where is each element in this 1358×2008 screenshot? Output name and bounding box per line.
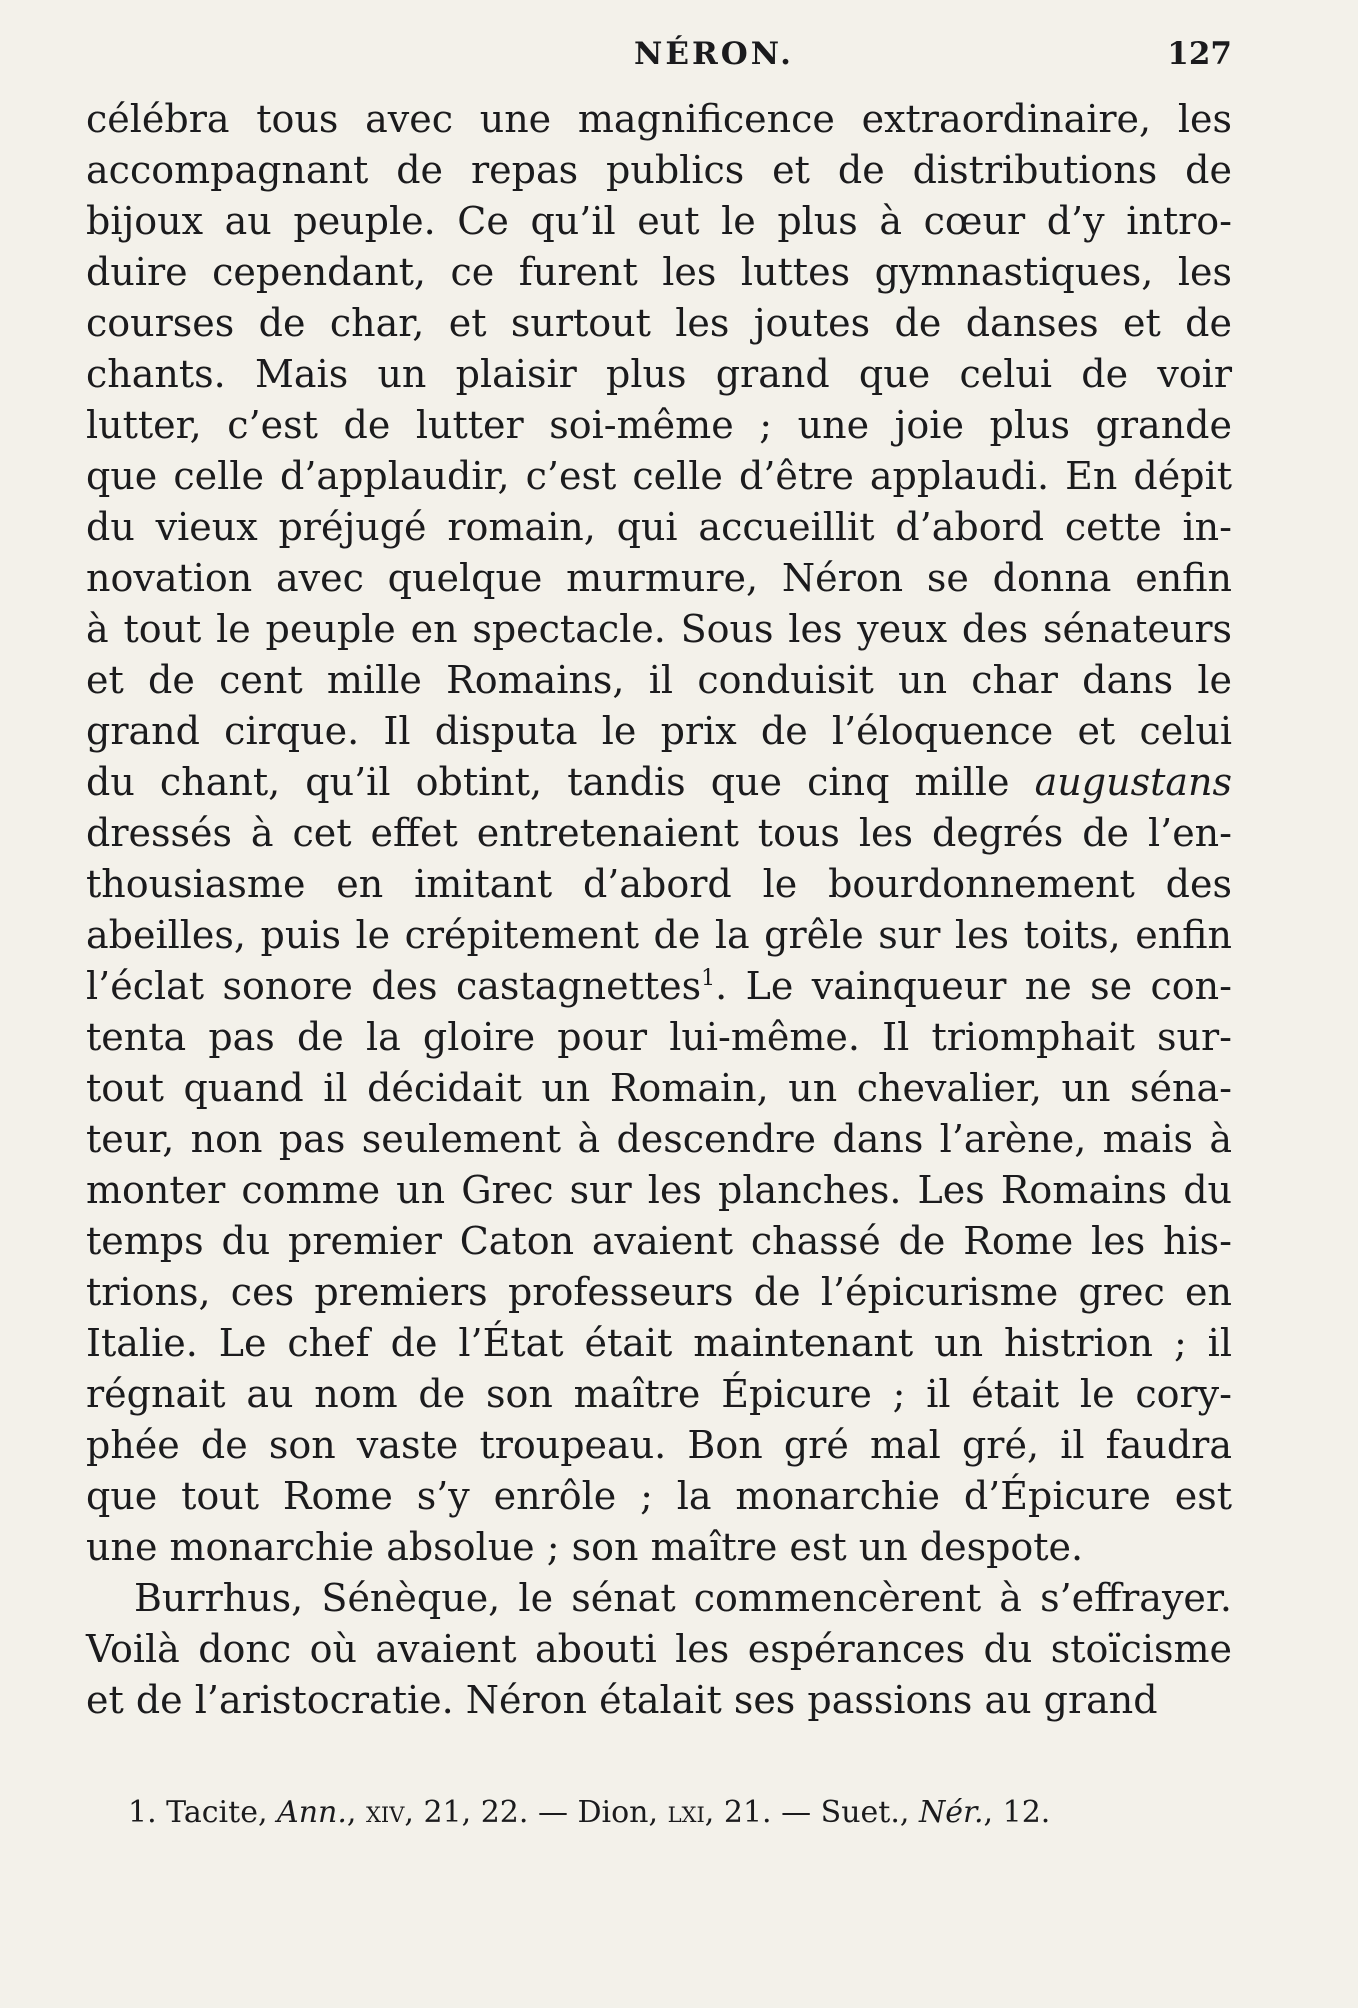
text-line: et de l’aristocratie. Néron étalait ses passions au grand: [86, 1678, 1158, 1722]
text-line: abeilles, puis le crépitement de la grêle sur les toits, enfin: [86, 913, 1232, 957]
text-line: lutter, c’est de lutter soi-même ; une joie plus grande: [86, 403, 1232, 447]
text-span: l’éclat sonore des castagnettes: [86, 964, 702, 1008]
footnote-text: ,: [346, 1795, 366, 1830]
footnote-text: , 21. — Suet.,: [704, 1795, 919, 1830]
text-line: célébra tous avec une magnificence extraordinaire, les: [86, 97, 1232, 141]
footnote-italic: Ann.: [277, 1795, 347, 1830]
footnote-marker: 1: [701, 966, 716, 991]
footnote-small-caps: lxi: [667, 1795, 705, 1830]
text-line: accompagnant de repas publics et de distributions de: [86, 148, 1232, 192]
text-line: grand cirque. Il disputa le prix de l’éloquence et celui: [86, 709, 1232, 753]
text-line: et de cent mille Romains, il conduisit un char dans le: [86, 658, 1232, 702]
text-span: . Le vainqueur ne se con-: [715, 964, 1232, 1008]
text-line: bijoux au peuple. Ce qu’il eut le plus à cœur d’y intro-: [86, 199, 1232, 243]
text-line: tout quand il décidait un Romain, un chevalier, un séna-: [86, 1066, 1232, 1110]
text-line: monter comme un Grec sur les planches. Les Romains du: [86, 1168, 1232, 1212]
text-line: que tout Rome s’y enrôle ; la monarchie d’Épicure est: [86, 1474, 1232, 1518]
running-title: NÉRON.: [634, 36, 794, 72]
text-line: tenta pas de la gloire pour lui-même. Il triomphait sur-: [86, 1015, 1232, 1059]
text-line: dressés à cet effet entretenaient tous les degrés de l’en-: [86, 811, 1232, 855]
text-line: novation avec quelque murmure, Néron se donna enfin: [86, 556, 1232, 600]
text-line: courses de char, et surtout les joutes de danses et de: [86, 301, 1232, 345]
footnote-number: 1.: [128, 1795, 157, 1830]
text-line: une monarchie absolue ; son maître est un despote.: [86, 1525, 1084, 1569]
text-line: duire cependant, ce furent les luttes gymnastiques, les: [86, 250, 1232, 294]
text-line: temps du premier Caton avaient chassé de Rome les his-: [86, 1219, 1232, 1263]
text-line: régnait au nom de son maître Épicure ; il était le cory-: [86, 1372, 1232, 1416]
page-number: 127: [1167, 36, 1232, 72]
text-line: chants. Mais un plaisir plus grand que celui de voir: [86, 352, 1232, 396]
footnote-small-caps: xiv: [365, 1795, 405, 1830]
text-line: [86, 757, 1232, 808]
footnote-text: Tacite,: [166, 1795, 278, 1830]
text-line: [86, 961, 1232, 1012]
text-line: teur, non pas seulement à descendre dans l’arène, mais à: [86, 1117, 1232, 1161]
body-text: [86, 94, 1232, 1726]
text-line: à tout le peuple en spectacle. Sous les yeux des sénateurs: [86, 607, 1232, 651]
text-line: phée de son vaste troupeau. Bon gré mal gré, il faudra: [86, 1423, 1232, 1467]
text-line: trions, ces premiers professeurs de l’épicurisme grec en: [86, 1270, 1232, 1314]
running-header: [86, 36, 1232, 84]
text-line: Burrhus, Sénèque, le sénat commencèrent à s’effrayer.: [134, 1576, 1232, 1620]
text-line: thousiasme en imitant d’abord le bourdonnement des: [86, 862, 1232, 906]
italic-word: augustans: [1034, 760, 1232, 804]
footnote-text: , 21, 22. — Dion,: [404, 1795, 668, 1830]
text-line: que celle d’applaudir, c’est celle d’être applaudi. En dépit: [86, 454, 1232, 498]
text-line: Italie. Le chef de l’État était maintenant un histrion ; il: [86, 1321, 1232, 1365]
footnote: [128, 1793, 1228, 1833]
text-line: Voilà donc où avaient abouti les espérances du stoïcisme: [86, 1627, 1232, 1671]
footnote-italic: Nér.: [918, 1795, 984, 1830]
footnote-text: , 12.: [983, 1795, 1051, 1830]
text-line: du vieux préjugé romain, qui accueillit d’abord cette in-: [86, 505, 1232, 549]
text-span: du chant, qu’il obtint, tandis que cinq mille: [86, 760, 1035, 804]
